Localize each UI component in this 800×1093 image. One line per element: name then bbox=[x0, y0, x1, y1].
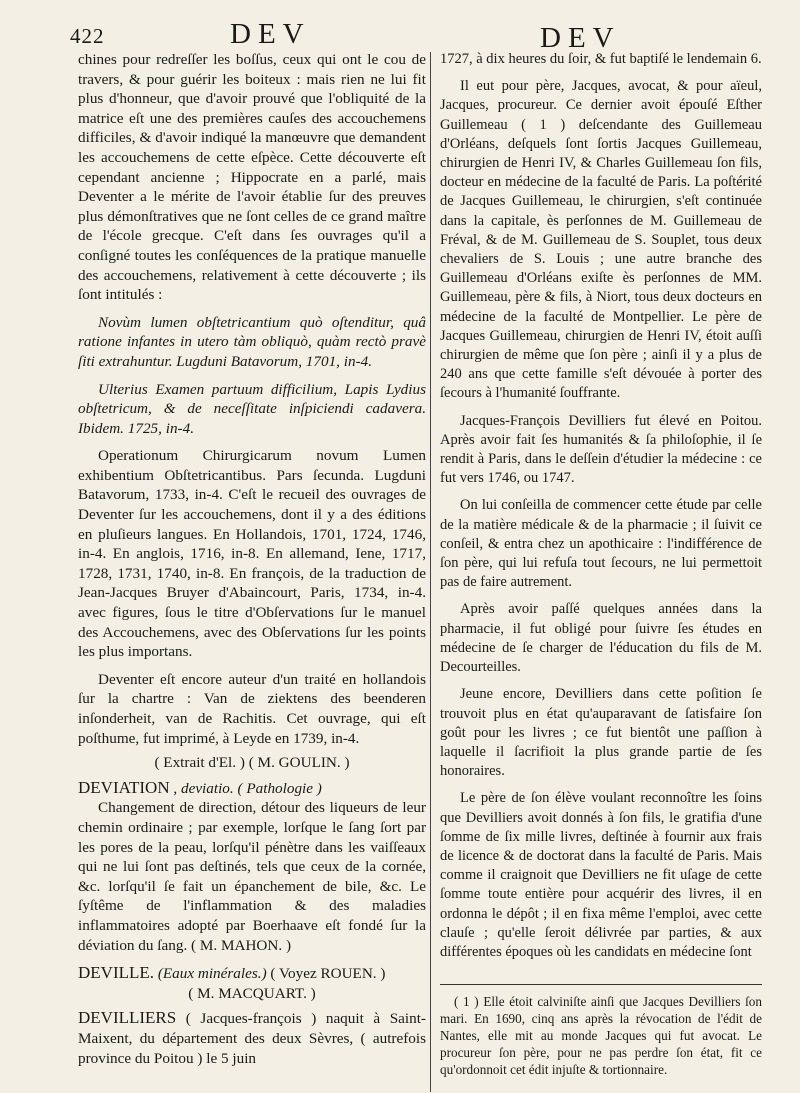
column-divider bbox=[430, 52, 431, 1092]
left-column bbox=[78, 50, 426, 1068]
paragraph: Deventer eſt encore auteur d'un traité en hollandois ſur la chartre : Van de ziektens des beenderen inſonderheit, van de Rachitis. Cet ouvrage, qui eſt poſthume, fut imprimé, à Leyde en 1739, in-4. bbox=[78, 670, 426, 747]
paragraph: Jeune encore, Devilliers dans cette poſition ſe trouvoit plus en état qu'auparavant de ſatisfaire ſon goût pour les livres ; ce fut bientôt une paſſion à laquelle il ſacrifioit la plus grande partie de ſes honoraires. bbox=[440, 686, 762, 780]
paragraph: chines pour redreſſer les boſſus, ceux qui ont le cou de travers, & pour guérir les boiteux : mais rien ne lui fit plus d'honneur, que d'avoir prouvé que l'obliquité de la matrice eſt une des premières cauſes des accouchemens difficiles, & d'avoir indiqué la manœuvre que demandent les accouchemens de cette eſpèce. Cette découverte eſt cependant ancienne ; Hippocrate en a parlé, mais Deventer a le mérite de l'avoir établie ſur des preuves plus démonſtratives que ne ſont celles de ce grand maître de l'école grecque. C'eſt dans ſes ouvrages qu'il a conſigné toutes les conſéquences de la pratique manuelle des accouchemens, relativement à cette découverte ; ils ſont intitulés : bbox=[78, 51, 426, 304]
running-head-left: DEV bbox=[230, 18, 311, 50]
entry-header: DEVIATION , deviatio. ( Pathologie ) bbox=[78, 777, 322, 797]
footnote-rule bbox=[440, 984, 762, 985]
running-head-right: DEV bbox=[540, 22, 621, 54]
latin-term: deviatio. bbox=[180, 779, 234, 797]
cross-reference: ( Voyez ROUEN. ) bbox=[270, 965, 386, 983]
paragraph: Le père de ſon élève voulant reconnoître les ſoins que Devilliers avoit donnés à ſon fils, le gratifia d'une ſomme de ſix mille livres, deſtinée à fournir aux frais de licence & de doctorat dans la faculté de Paris. Mais comme il craignoit que Devilliers ne fit uſage de cette ſomme toute entière pour acquérir des livres, il en ordonna le dépôt ; il en fixa même l'emploi, avec cette clauſe ; qu'elle ſeroit délivrée par parties, & aux différentes époques où les candidats en médecine ſont bbox=[440, 790, 762, 960]
signature: ( Extrait d'El. ) ( M. GOULIN. ) bbox=[154, 754, 350, 772]
paragraph: Changement de direction, détour des liqueurs de leur chemin ordinaire ; par exemple, lorſque le ſang ſort par les pores de la peau, lorſqu'il pénètre dans les vaiſſeaux qui ne lui ſont pas deſtinés, tels que ceux de la cornée, &c. lorſqu'il ſe fait un épanchement de bile, &c. Le ſyſtême de l'inflammation & des maladies inflammatoires adopté par Boerhaave eſt fondé ſur la déviation du ſang. ( M. MAHON. ) bbox=[78, 799, 426, 954]
paragraph: On lui conſeilla de commencer cette étude par celle de la matière médicale & de la pharmacie ; il ſuivit ce conſeil, & entra chez un apothicaire : l'indifférence de ſon père, qui lui refuſa tout ſecours, ne lui permettoit pas de faire autrement. bbox=[440, 497, 762, 591]
bibliography-entry bbox=[78, 313, 426, 372]
work-title: Ulterius Examen partuum difficilium, Lapis Lydius obſtetricum, & de neceſſitate inſpiciendi cadavera. Ibidem. 1725, in-4. bbox=[78, 380, 426, 437]
page-number: 422 bbox=[70, 24, 105, 48]
paragraph: Jacques-François Devilliers fut élevé en Poitou. Après avoir fait ſes humanités & ſa philoſophie, il ſe rendit à Paris, dans le deſſein d'étudier la médecine : ce fut vers 1746, ou 1747. bbox=[440, 412, 762, 487]
entry-header bbox=[78, 963, 426, 984]
paragraph: 1727, à dix heures du ſoir, & fut baptiſé le lendemain 6. bbox=[440, 51, 762, 67]
entry-domain: (Eaux minérales.) bbox=[157, 965, 267, 983]
signature: ( M. MACQUART. ) bbox=[188, 984, 316, 1002]
paragraph: Il eut pour père, Jacques, avocat, & pour aïeul, Jacques, procureur. Ce dernier avoit épouſé Eſther Guillemeau ( 1 ) deſcendante des Guillemeau d'Orléans, deſquels ſont ſortis Jacques Guillemeau, chirurgien de Henri IV, & Charles Guillemeau ſon fils, docteur en médecine de la faculté de Paris. La poſtérité de Jacques Guillemeau, le chirurgien, s'eſt continuée dans la capitale, ès perſonnes de M. Guillemeau de Fréval, & de M. Guillemeau de S. Souplet, tous deux chevaliers de S. Louis ; une autre branche des Guillemeau d'Orléans exiſte ès perſonnes de MM. Guillemeau, père & fils, à Niort, tous deux docteurs en médecine de la faculté de Montpellier. Le père de Jacques Guillemeau, chirurgien de Henri IV, étoit auſſi chirurgien de même que ſon père ; ainſi il y a plus de 240 ans que cette famille s'eſt dévouée à porter des ſecours à l'humanité ſouffrante. bbox=[440, 78, 762, 402]
bibliography-entry bbox=[78, 380, 426, 439]
work-title: Novùm lumen obſtetricantium quò oſtenditur, quâ ratione infantes in utero tàm obliquò, quàm rectò pravè ſiti extrahuntur. Lugduni Batavorum, 1701, in-4. bbox=[78, 313, 426, 370]
footnote: ( 1 ) Elle étoit calviniſte ainſi que Jacques Devilliers ſon mari. En 1690, cinq ans après la révocation de l'édit de Nantes, elle mit au monde Jacques qui fut avocat. Le procureur ſon père, pour ne pas perdre ſon état, fit ce qu'ordonnoit cet édit injuſte & tortionnaire. bbox=[440, 994, 762, 1078]
entry-domain: ( Pathologie ) bbox=[237, 779, 322, 797]
bibliography-entry: Operationum Chirurgicarum novum Lumen exhibentium Obſtetricantibus. Pars ſecunda. Lugduni Batavorum, 1733, in-4. C'eſt le recueil des ouvrages de Deventer ſur les accouchemens, dont il y a des éditions en pluſieurs langues. En Hollandois, 1701, 1724, 1746, in-4. En anglois, 1716, in-8. En allemand, Iene, 1717, 1728, 1731, 1740, in-8. En françois, de la traduction de Jean-Jacques Bruyer d'Abaincourt, Paris, 1734, in-4. avec figures, ſous le titre d'Obſervations ſur le manuel des Accouchemens, avec des Obſervations ſur les points les plus importans. bbox=[78, 447, 426, 661]
paragraph: ( Jacques-françois ) naquit à Saint-Maixent, du département des deux Sèvres, ( autrefois province du Poitou ) le 5 juin bbox=[78, 1010, 426, 1067]
right-column bbox=[440, 50, 762, 1078]
paragraph: Après avoir paſſé quelques années dans la pharmacie, il fut obligé pour ſuivre ſes études en médecine de ſe charger de l'éducation du fils de M. Decourteilles. bbox=[440, 601, 762, 676]
entry-term: DEVIATION bbox=[78, 777, 170, 797]
entry-header bbox=[78, 1008, 426, 1068]
entry-term: DEVILLIERS bbox=[78, 1008, 177, 1028]
entry-term: DEVILLE. bbox=[78, 963, 155, 983]
